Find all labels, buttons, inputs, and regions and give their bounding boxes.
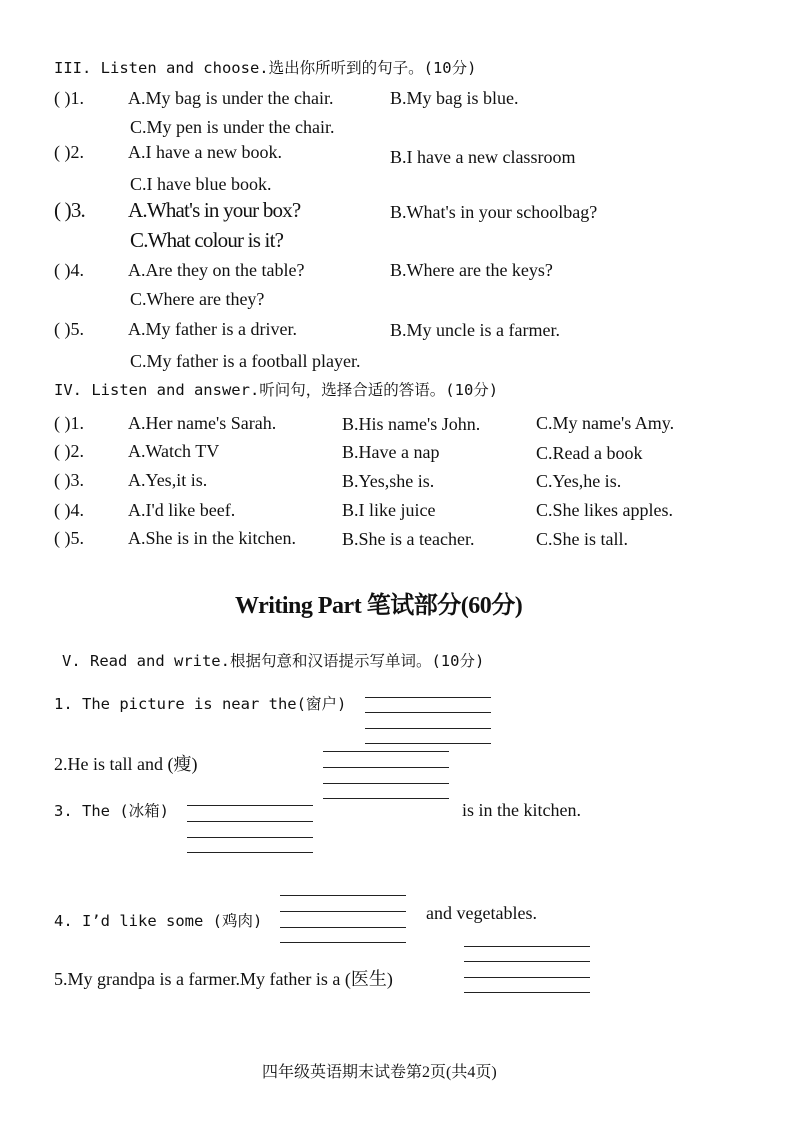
q5-5-answer-line[interactable] [464, 961, 590, 962]
q5-1-prompt: 1. The picture is near the(窗户) [54, 695, 347, 713]
q5-2-answer-line[interactable] [323, 783, 449, 784]
q5-3-answer-line[interactable] [187, 805, 313, 806]
q3-4-blank[interactable]: ( )4. [54, 260, 84, 280]
q5-2-answer-line[interactable] [323, 798, 449, 799]
q5-3-answer-line[interactable] [187, 837, 313, 838]
q3-1-option-c: C.My pen is under the chair. [130, 117, 335, 137]
q4-5-option-c: C.She is tall. [536, 529, 629, 549]
q5-4-answer-line[interactable] [280, 895, 406, 896]
q3-5-option-a: A.My father is a driver. [128, 319, 297, 339]
section4-heading: IV. Listen and answer.听问句，选择合适的答语。(10分) [54, 381, 499, 399]
q4-1-option-b: B.His name's John. [342, 414, 481, 434]
q3-3-option-b: B.What's in your schoolbag? [390, 202, 598, 222]
q5-3-prompt: 3. The (冰箱) [54, 802, 169, 820]
q3-3-option-a: A.What's in your box? [128, 198, 301, 222]
q3-2-option-c: C.I have blue book. [130, 174, 272, 194]
q5-2-prompt: 2.He is tall and (瘦) [54, 754, 198, 774]
q4-5-blank[interactable]: ( )5. [54, 528, 84, 548]
q4-2-option-a: A.Watch TV [128, 441, 220, 461]
q5-3-suffix: is in the kitchen. [462, 800, 581, 820]
q4-4-option-b: B.I like juice [342, 500, 436, 520]
q5-1-answer-line[interactable] [365, 712, 491, 713]
q3-5-option-b: B.My uncle is a farmer. [390, 320, 560, 340]
q5-4-answer-line[interactable] [280, 942, 406, 943]
q5-5-prompt: 5.My grandpa is a farmer.My father is a (医生) [54, 969, 393, 989]
q3-1-option-a: A.My bag is under the chair. [128, 88, 334, 108]
q5-3-answer-line[interactable] [187, 852, 313, 853]
q3-3-blank[interactable]: ( )3. [54, 198, 85, 222]
q4-3-option-a: A.Yes,it is. [128, 470, 208, 490]
q3-4-option-c: C.Where are they? [130, 289, 265, 309]
q4-4-option-a: A.I'd like beef. [128, 500, 236, 520]
section5-heading: V. Read and write.根据句意和汉语提示写单词。(10分) [62, 652, 485, 670]
q3-3-option-c: C.What colour is it? [130, 228, 284, 252]
page-footer: 四年级英语期末试卷第2页(共4页) [262, 1064, 497, 1081]
q3-1-option-b: B.My bag is blue. [390, 88, 519, 108]
q4-2-option-c: C.Read a book [536, 443, 643, 463]
q3-1-blank[interactable]: ( )1. [54, 88, 84, 108]
q5-4-suffix: and vegetables. [426, 903, 537, 923]
q5-5-answer-line[interactable] [464, 992, 590, 993]
q3-4-option-b: B.Where are the keys? [390, 260, 553, 280]
q4-3-option-b: B.Yes,she is. [342, 471, 435, 491]
q5-1-answer-line[interactable] [365, 743, 491, 744]
q5-5-answer-line[interactable] [464, 946, 590, 947]
q5-5-answer-line[interactable] [464, 977, 590, 978]
q3-2-option-b: B.I have a new classroom [390, 147, 576, 167]
q4-2-option-b: B.Have a nap [342, 442, 440, 462]
q5-1-answer-line[interactable] [365, 728, 491, 729]
q5-2-answer-line[interactable] [323, 751, 449, 752]
writing-part-title: Writing Part 笔试部分(60分) [235, 593, 523, 619]
q4-1-blank[interactable]: ( )1. [54, 413, 84, 433]
q5-2-answer-line[interactable] [323, 767, 449, 768]
q3-2-blank[interactable]: ( )2. [54, 142, 84, 162]
q4-2-blank[interactable]: ( )2. [54, 441, 84, 461]
section3-heading: III. Listen and choose.选出你所听到的句子。(10分) [54, 59, 477, 77]
q4-5-option-b: B.She is a teacher. [342, 529, 475, 549]
q5-4-answer-line[interactable] [280, 927, 406, 928]
q4-1-option-c: C.My name's Amy. [536, 413, 675, 433]
q5-4-answer-line[interactable] [280, 911, 406, 912]
q3-5-option-c: C.My father is a football player. [130, 351, 361, 371]
q3-2-option-a: A.I have a new book. [128, 142, 282, 162]
q5-1-answer-line[interactable] [365, 697, 491, 698]
q5-3-answer-line[interactable] [187, 821, 313, 822]
q4-3-option-c: C.Yes,he is. [536, 471, 622, 491]
q4-1-option-a: A.Her name's Sarah. [128, 413, 277, 433]
q4-4-option-c: C.She likes apples. [536, 500, 673, 520]
q3-4-option-a: A.Are they on the table? [128, 260, 305, 280]
q4-4-blank[interactable]: ( )4. [54, 500, 84, 520]
q3-5-blank[interactable]: ( )5. [54, 319, 84, 339]
q5-4-prompt: 4. I’d like some (鸡肉) [54, 912, 263, 930]
q4-3-blank[interactable]: ( )3. [54, 470, 84, 490]
q4-5-option-a: A.She is in the kitchen. [128, 528, 296, 548]
